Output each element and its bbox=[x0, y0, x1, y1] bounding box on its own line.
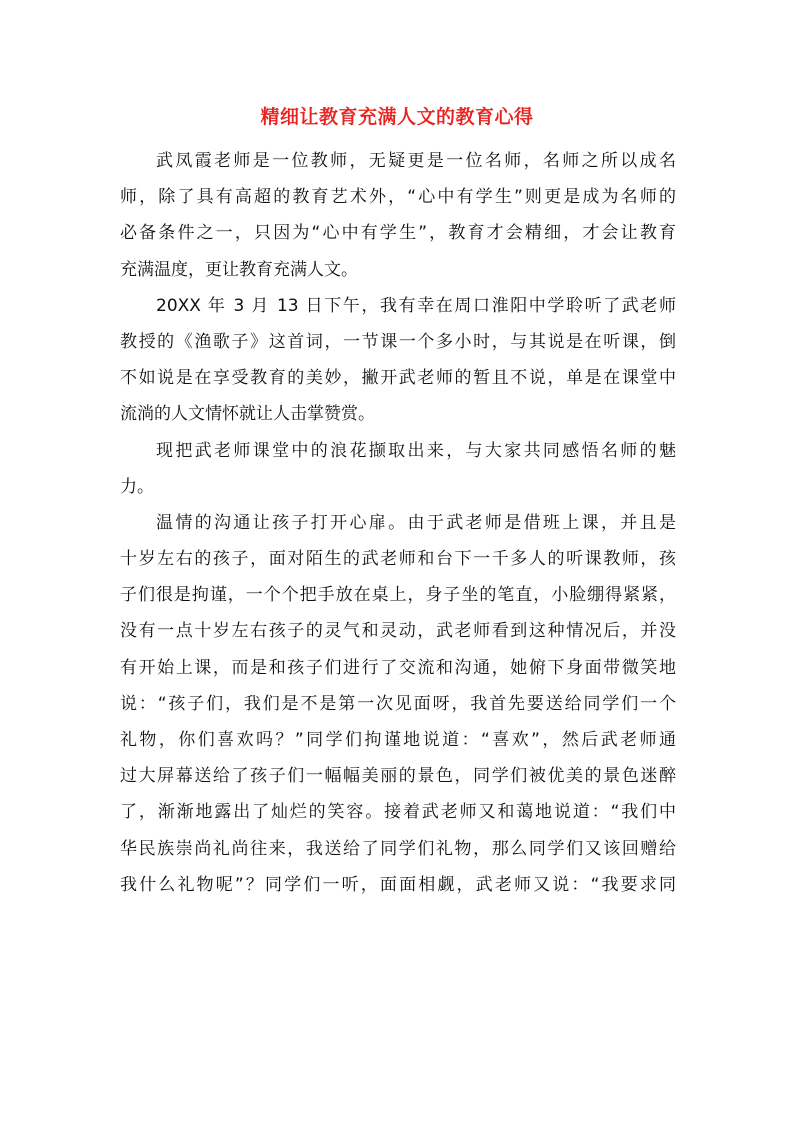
paragraph-1 bbox=[120, 143, 676, 288]
paragraph-line: 子们很是拘谨，一个个把手放在桌上，身子坐的笔直，小脸绷得紧紧， bbox=[120, 585, 676, 606]
paragraph-line: 流淌的人文情怀就让人击掌赞赏。 bbox=[120, 404, 375, 425]
paragraph-line: 教授的《渔歌子》这首词，一节课一个多小时，与其说是在听课，倒 bbox=[120, 331, 676, 352]
paragraph-line: 充满温度，更让教育充满人文。 bbox=[120, 259, 358, 280]
document-title: 精细让教育充满人文的教育心得 bbox=[260, 106, 534, 128]
paragraph-3 bbox=[120, 433, 676, 505]
document-body bbox=[120, 143, 676, 903]
paragraph-2 bbox=[120, 288, 676, 433]
paragraph-line: 不如说是在享受教育的美妙，撇开武老师的暂且不说，单是在课堂中 bbox=[120, 368, 676, 389]
paragraph-line: 过大屏幕送给了孩子们一幅幅美丽的景色，同学们被优美的景色迷醉 bbox=[120, 766, 676, 787]
paragraph-line: 温情的沟通让孩子打开心扉。由于武老师是借班上课，并且是 bbox=[156, 512, 676, 533]
paragraph-line: 师，除了具有高超的教育艺术外，“心中有学生”则更是成为名师的 bbox=[120, 187, 676, 208]
paragraph-line: 十岁左右的孩子，面对陌生的武老师和台下一千多人的听课教师，孩 bbox=[120, 549, 676, 570]
paragraph-line: 有开始上课，而是和孩子们进行了交流和沟通，她俯下身面带微笑地 bbox=[120, 657, 676, 678]
paragraph-line: 必备条件之一，只因为“心中有学生”，教育才会精细，才会让教育 bbox=[120, 223, 676, 244]
paragraph-line: 礼物，你们喜欢吗？”同学们拘谨地说道：“喜欢”，然后武老师通 bbox=[120, 730, 676, 750]
paragraph-line: 华民族崇尚礼尚往来，我送给了同学们礼物，那么同学们又该回赠给 bbox=[120, 838, 676, 859]
paragraph-line: 现把武老师课堂中的浪花撷取出来，与大家共同感悟名师的魅 bbox=[156, 440, 676, 461]
paragraph-line: 说：“孩子们，我们是不是第一次见面呀，我首先要送给同学们一个 bbox=[120, 693, 676, 714]
paragraph-line: 武凤霞老师是一位教师，无疑更是一位名师，名师之所以成名 bbox=[156, 151, 676, 171]
paragraph-line: 了，渐渐地露出了灿烂的笑容。接着武老师又和蔼地说道：“我们中 bbox=[120, 802, 676, 823]
paragraph-line: 我什么礼物呢”？同学们一听，面面相觑，武老师又说：“我要求同 bbox=[120, 874, 676, 895]
paragraph-4 bbox=[120, 505, 676, 903]
paragraph-line: 没有一点十岁左右孩子的灵气和灵动，武老师看到这种情况后，并没 bbox=[120, 621, 676, 642]
paragraph-line: 20XX 年 3 月 13 日下午，我有幸在周口淮阳中学聆听了武老师 bbox=[156, 295, 676, 316]
paragraph-line: 力。 bbox=[120, 476, 154, 497]
